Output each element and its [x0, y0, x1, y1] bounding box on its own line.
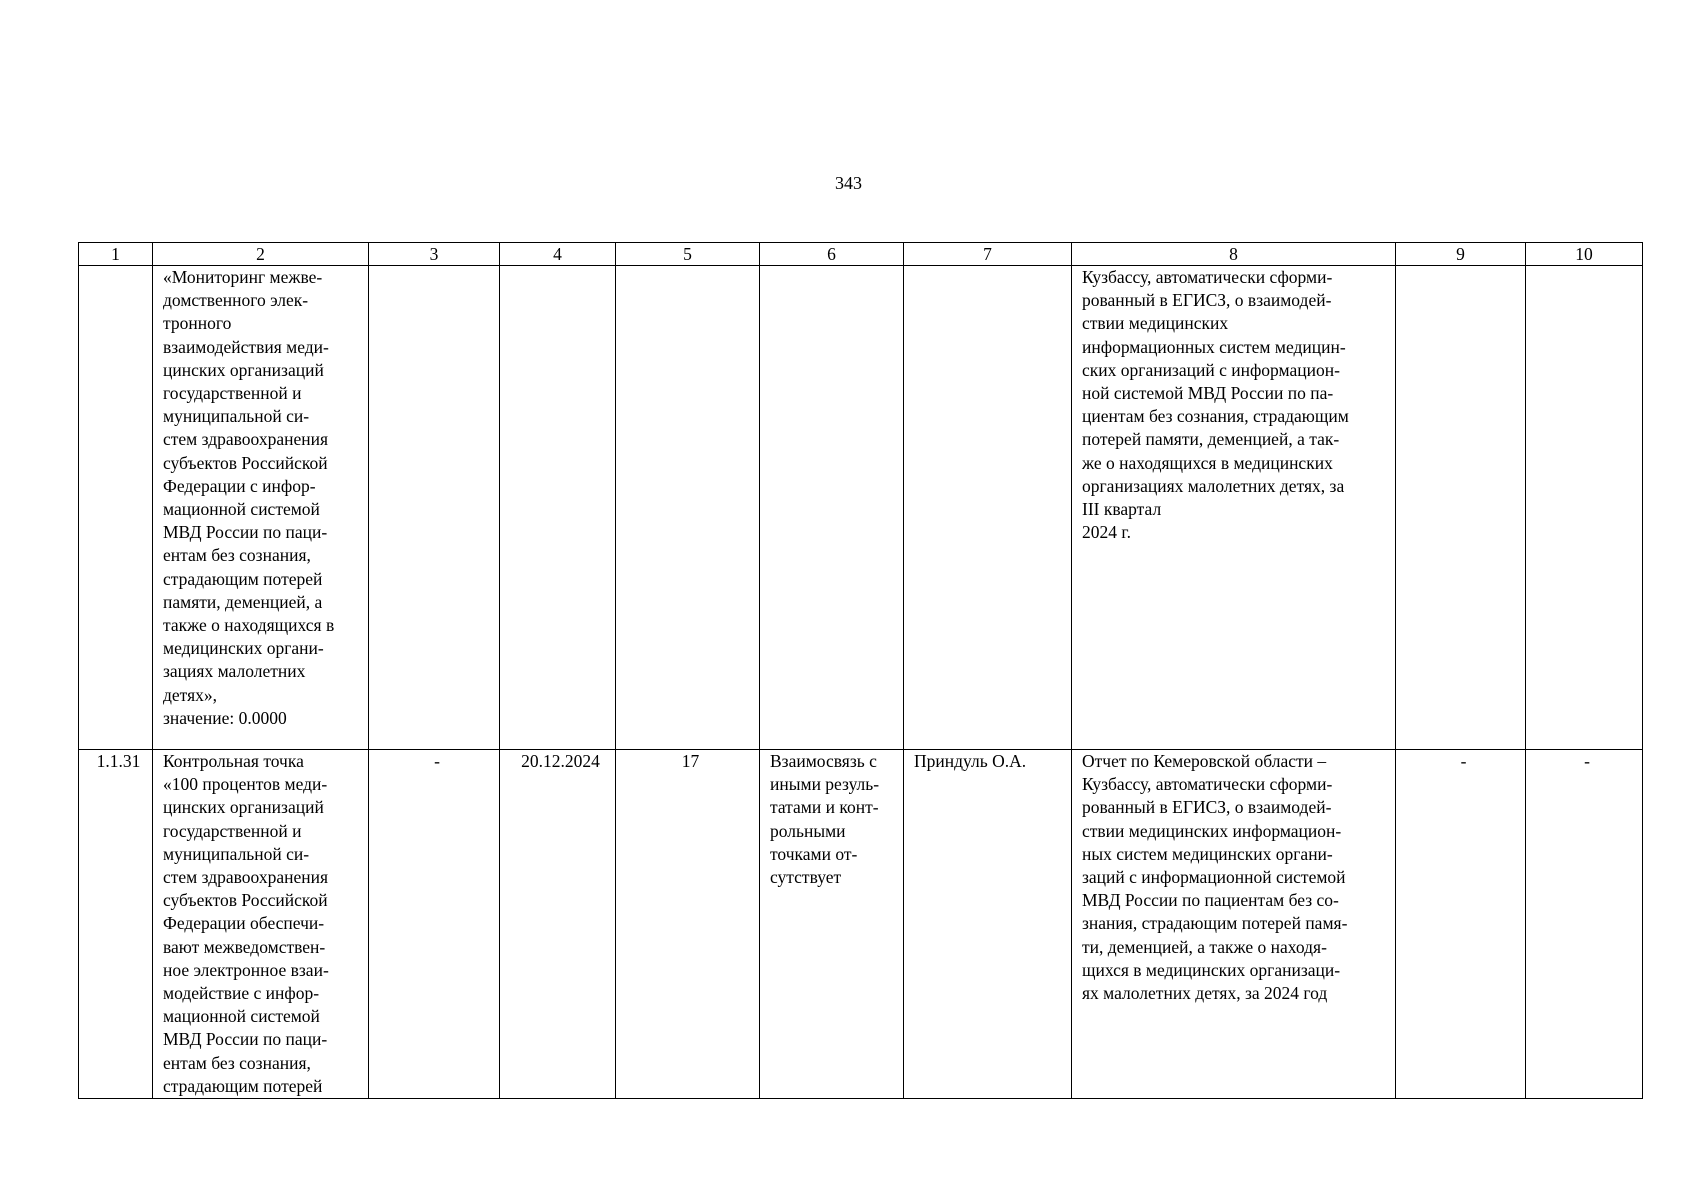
column-header-6: 6	[760, 243, 904, 266]
plan-table	[78, 242, 1643, 1099]
column-header-8: 8	[1072, 243, 1396, 266]
column-header-2: 2	[153, 243, 369, 266]
column-header-10: 10	[1526, 243, 1643, 266]
column-header-3: 3	[369, 243, 500, 266]
cell-report: Кузбассу, автоматически сформи- рованный в ЕГИСЗ, о взаимодей- ствии медицинских информационных систем медицин- ских организаций с информацион- ной системой МВД России по па- циентам без сознания, страдающим потерей памяти, деменцией, а так- же о находящихся в медицинских организациях малолетних детях, за III квартал 2024 г.	[1072, 266, 1396, 750]
cell-col9	[1396, 266, 1526, 750]
header-row	[79, 243, 1643, 266]
cell-col5: 17	[616, 750, 760, 1099]
cell-date: 20.12.2024	[500, 750, 616, 1099]
cell-result-name: Контрольная точка «100 процентов меди- цинских организаций государственной и муниципальной си- стем здравоохранения субъектов Российской Федерации обеспечи- вают межведомствен- ное электронное взаи- модействие с инфор- мационной системой МВД России по паци- ентам без сознания, страдающим потерей	[153, 750, 369, 1099]
column-header-5: 5	[616, 243, 760, 266]
column-header-1: 1	[79, 243, 153, 266]
table-row	[79, 750, 1643, 1099]
cell-responsible	[904, 266, 1072, 750]
cell-result-name: «Мониторинг межве- домственного элек- тронного взаимодействия меди- цинских организаций государственной и муниципальной си- стем здравоохранения субъектов Российской Федерации с инфор- мационной системой МВД России по паци- ентам без сознания, страдающим потерей памяти, деменцией, а также о находящихся в медицинских органи- зациях малолетних детях», значение: 0.0000	[153, 266, 369, 750]
cell-col3	[369, 266, 500, 750]
cell-number	[79, 266, 153, 750]
cell-report: Отчет по Кемеровской области – Кузбассу, автоматически сформи- рованный в ЕГИСЗ, о взаимодей- ствии медицинских информацион- ных систем медицинских органи- заций с информационной системой МВД России по пациентам без со- знания, страдающим потерей памя- ти, деменцией, а также о находя- щихся в медицинских организаци- ях малолетних детях, за 2024 год	[1072, 750, 1396, 1099]
column-header-9: 9	[1396, 243, 1526, 266]
cell-responsible: Приндуль О.А.	[904, 750, 1072, 1099]
cell-col3: -	[369, 750, 500, 1099]
page-number: 343	[835, 173, 862, 193]
table-row	[79, 266, 1643, 750]
cell-col10	[1526, 266, 1643, 750]
cell-col5	[616, 266, 760, 750]
column-header-7: 7	[904, 243, 1072, 266]
column-header-4: 4	[500, 243, 616, 266]
cell-date	[500, 266, 616, 750]
cell-col10: -	[1526, 750, 1643, 1099]
cell-number: 1.1.31	[79, 750, 153, 1099]
cell-col9: -	[1396, 750, 1526, 1099]
cell-relation: Взаимосвязь с иными резуль- татами и конт- рольными точками от- сутствует	[760, 750, 904, 1099]
cell-relation	[760, 266, 904, 750]
